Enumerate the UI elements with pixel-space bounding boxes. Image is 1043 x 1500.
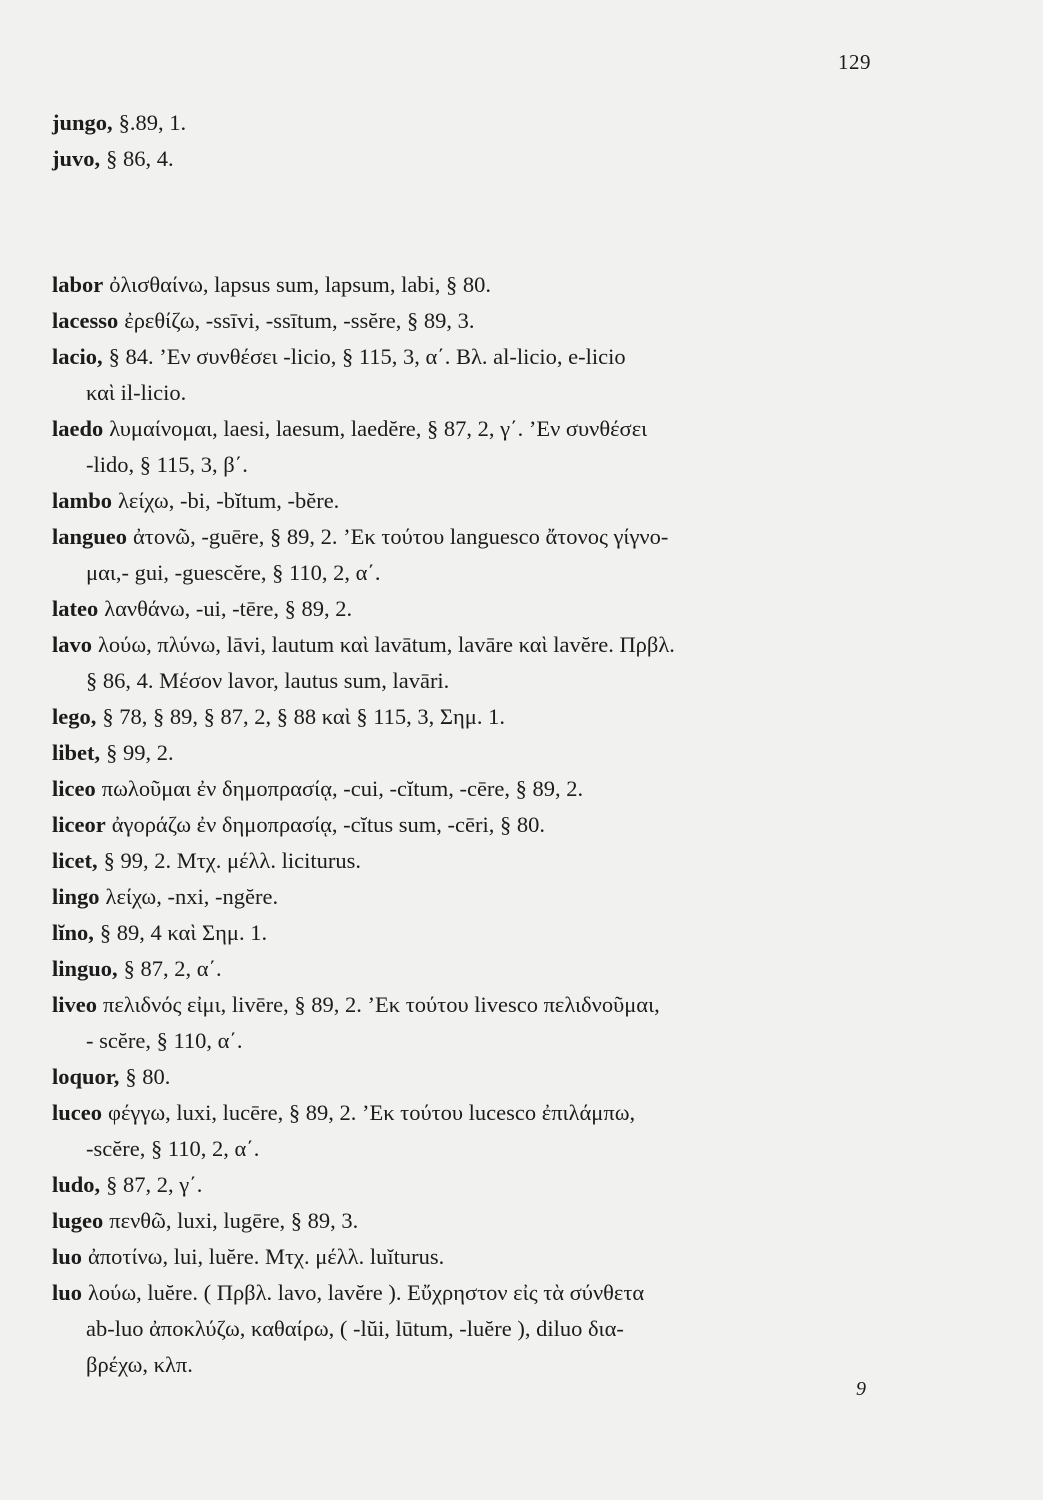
entry-body: § 99, 2. xyxy=(106,740,174,765)
entry-body: λυμαίνομαι, laesi, laesum, laedĕre, § 87, 2, γ΄. ’Εν συνθέσει xyxy=(109,416,648,441)
entry-line xyxy=(52,848,361,874)
entry-continuation-line: βρέχω, κλπ. xyxy=(86,1352,193,1377)
entry-line xyxy=(52,884,278,910)
entry-body: § 80. xyxy=(125,1064,171,1089)
entry-line xyxy=(52,632,675,658)
entry-headword: linguo, xyxy=(52,956,118,981)
page-number: 129 xyxy=(838,50,871,74)
entry-body: § 86, 4. xyxy=(106,146,174,171)
entry-line xyxy=(52,1100,635,1126)
entry-continuation-line: § 86, 4. Μέσον lavor, lautus sum, lavāri. xyxy=(86,668,450,693)
entry-headword: licet, xyxy=(52,848,98,873)
entry-body: πελιδνός εἰμι, livēre, § 89, 2. ’Εκ τούτου livesco πελιδνοῦμαι, xyxy=(103,992,660,1017)
entry-headword: liveo xyxy=(52,992,97,1017)
entry-body: § 84. ’Εν συνθέσει -licio, § 115, 3, α΄. Βλ. al-licio, e-licio xyxy=(108,344,626,369)
entry-line xyxy=(52,920,267,946)
entry-headword: lacesso xyxy=(52,308,119,333)
entry-headword: lavo xyxy=(52,632,93,657)
entry-headword: luo xyxy=(52,1280,83,1305)
entry-line xyxy=(52,992,660,1018)
entry-body: § 89, 4 καὶ Σημ. 1. xyxy=(99,920,268,945)
entry-continuation-line: μαι,- gui, -guescĕre, § 110, 2, α΄. xyxy=(86,560,381,585)
entry-line xyxy=(52,488,339,514)
entry-headword: luo xyxy=(52,1244,83,1269)
entry-body: ἀποτίνω, lui, luĕre. Μτχ. μέλλ. luĭturus. xyxy=(88,1244,445,1269)
entry-headword: jungo, xyxy=(52,110,113,135)
entry-continuation-line: -scĕre, § 110, 2, α΄. xyxy=(86,1136,260,1161)
entry-headword: lingo xyxy=(52,884,100,909)
entry-body: § 78, § 89, § 87, 2, § 88 καὶ § 115, 3, Σημ. 1. xyxy=(102,704,505,729)
entry-body: πωλοῦμαι ἐν δημοπρασίᾳ, -cui, -cĭtum, -cēre, § 89, 2. xyxy=(101,776,584,801)
entry-continuation-line: ab-luo ἀποκλύζω, καθαίρω, ( -lŭi, lūtum, -luĕre ), diluo δια- xyxy=(86,1316,624,1341)
entry-line xyxy=(52,1064,170,1090)
entry-body: ἐρεθίζω, -ssīvi, -ssītum, -ssĕre, § 89, 3. xyxy=(124,308,475,333)
entry-continuation-line: -lido, § 115, 3, β΄. xyxy=(86,452,248,477)
entry-headword: luceo xyxy=(52,1100,102,1125)
entry-line xyxy=(52,956,222,982)
entry-line xyxy=(52,1280,644,1306)
entry-body: φέγγω, luxi, lucēre, § 89, 2. ’Εκ τούτου lucesco ἐπιλάμπω, xyxy=(108,1100,636,1125)
entry-line xyxy=(52,110,186,136)
entry-headword: libet, xyxy=(52,740,101,765)
entry-line xyxy=(52,812,545,838)
entry-line xyxy=(52,344,626,370)
entry-line xyxy=(52,596,352,622)
entry-continuation-line: - scĕre, § 110, α΄. xyxy=(86,1028,243,1053)
entry-body: ὀλισθαίνω, lapsus sum, lapsum, labi, § 80. xyxy=(109,272,492,297)
entry-line xyxy=(52,146,174,172)
entry-headword: juvo, xyxy=(52,146,101,171)
entry-body: λείχω, -nxi, -ngĕre. xyxy=(105,884,279,909)
entry-line xyxy=(52,1208,358,1234)
entry-headword: lateo xyxy=(52,596,99,621)
entry-body: λούω, πλύνω, lāvi, lautum καὶ lavātum, lavāre καὶ lavĕre. Πρβλ. xyxy=(98,632,675,657)
entry-headword: labor xyxy=(52,272,104,297)
entry-headword: laedo xyxy=(52,416,104,441)
entry-headword: liceo xyxy=(52,776,96,801)
entry-line xyxy=(52,272,491,298)
entry-body: ἀγοράζω ἐν δημοπρασίᾳ, -cĭtus sum, -cēri, § 80. xyxy=(111,812,546,837)
entry-line xyxy=(52,1172,202,1198)
entry-line xyxy=(52,740,174,766)
entry-headword: loquor, xyxy=(52,1064,120,1089)
entry-line xyxy=(52,1244,444,1270)
entry-body: § 87, 2, α΄. xyxy=(123,956,222,981)
entry-headword: lugeo xyxy=(52,1208,104,1233)
printer-signature: 9 xyxy=(856,1378,866,1400)
entry-line xyxy=(52,308,475,334)
entry-headword: lego, xyxy=(52,704,97,729)
entry-body: § 87, 2, γ΄. xyxy=(106,1172,203,1197)
entry-body: λούω, luĕre. ( Πρβλ. lavo, lavĕre ). Εὔχρηστον εἰς τὰ σύνθετα xyxy=(88,1280,645,1305)
entry-headword: lacio, xyxy=(52,344,103,369)
entry-line xyxy=(52,416,647,442)
entry-body: λείχω, -bi, -bĭtum, -bĕre. xyxy=(118,488,340,513)
entry-body: §.89, 1. xyxy=(118,110,187,135)
entry-headword: lĭno, xyxy=(52,920,94,945)
entry-line xyxy=(52,704,505,730)
entry-headword: lambo xyxy=(52,488,113,513)
entry-headword: ludo, xyxy=(52,1172,101,1197)
entry-body: λανθάνω, -ui, -tēre, § 89, 2. xyxy=(104,596,353,621)
entry-line xyxy=(52,524,668,550)
entry-headword: liceor xyxy=(52,812,106,837)
entry-body: πενθῶ, luxi, lugēre, § 89, 3. xyxy=(109,1208,359,1233)
entry-continuation-line: καὶ il-licio. xyxy=(86,380,187,405)
entry-body: § 99, 2. Μτχ. μέλλ. liciturus. xyxy=(103,848,361,873)
entry-body: ἀτονῶ, -guēre, § 89, 2. ’Εκ τούτου languesco ἄτονος γίγνο- xyxy=(133,524,669,549)
entry-headword: langueo xyxy=(52,524,128,549)
entry-line xyxy=(52,776,583,802)
